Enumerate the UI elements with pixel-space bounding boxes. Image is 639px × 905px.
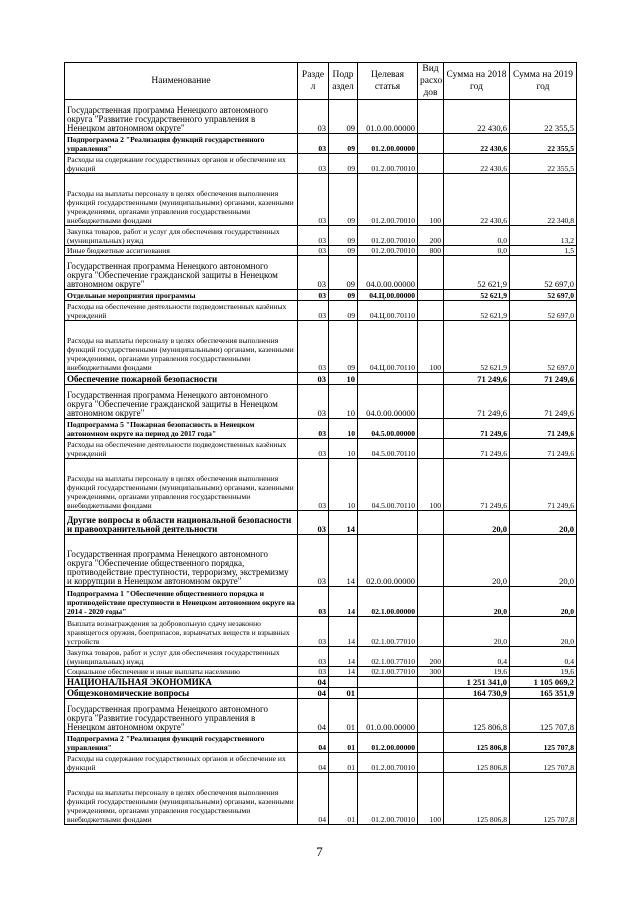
cell-sum-2019: 71 249,6: [510, 373, 577, 385]
cell-target: 04.5.00.00000: [358, 419, 418, 439]
cell-section: 03: [298, 290, 329, 301]
cell-target: 02.1.00.77010: [358, 647, 418, 667]
cell-subsection: 09: [329, 100, 358, 134]
cell-name: Подпрограмма 2 "Реализация функций государственного управления": [65, 733, 298, 753]
cell-sum-2019: 52 697,0: [510, 256, 577, 290]
cell-name: Закупка товаров, работ и услуг для обеспечения государственных (муниципальных) нужд: [65, 647, 298, 667]
table-row: [65, 154, 577, 174]
table-row: [65, 226, 577, 246]
cell-subsection: 14: [329, 647, 358, 667]
cell-sum-2019: 71 249,6: [510, 419, 577, 439]
cell-name: Закупка товаров, работ и услуг для обеспечения государственных (муниципальных) нужд: [65, 226, 298, 246]
table-row: [65, 100, 577, 134]
cell-name: Отдельные мероприятия программы: [65, 290, 298, 301]
cell-target: 01.2.00.70010: [358, 753, 418, 773]
header-target: Целевая статья: [358, 63, 418, 100]
cell-target: 01.2.00.70010: [358, 174, 418, 226]
cell-target: [358, 373, 418, 385]
table-row: [65, 617, 577, 647]
cell-subsection: 01: [329, 733, 358, 753]
budget-table: [64, 62, 577, 825]
cell-name: Общеэкономические вопросы: [65, 688, 298, 699]
cell-type: 100: [418, 321, 444, 373]
cell-section: 03: [298, 301, 329, 321]
cell-name: Государственная программа Ненецкого автономного округа "Обеспечение гражданской защиты в Ненецком автономном округе": [65, 385, 298, 419]
cell-target: 01.2.00.00000: [358, 134, 418, 154]
cell-target: 01.0.00.00000: [358, 699, 418, 733]
cell-section: 04: [298, 699, 329, 733]
cell-name: Государственная программа Ненецкого автономного округа "Обеспечение общественного порядка, противодействие преступности, терроризму, экстремизму и коррупции в Ненецком автономном округе": [65, 535, 298, 587]
cell-target: 01.0.00.00000: [358, 100, 418, 134]
cell-sum-2019: 20,0: [510, 535, 577, 587]
table-row: [65, 419, 577, 439]
cell-subsection: 14: [329, 511, 358, 535]
cell-section: 04: [298, 753, 329, 773]
cell-type: 200: [418, 226, 444, 246]
cell-section: 03: [298, 419, 329, 439]
cell-section: 03: [298, 667, 329, 677]
cell-name: Расходы на обеспечение деятельности подведомственных казённых учреждений: [65, 301, 298, 321]
cell-section: 03: [298, 134, 329, 154]
header-subsection: Подр аздел: [329, 63, 358, 100]
cell-section: 03: [298, 459, 329, 511]
table-row: [65, 290, 577, 301]
cell-target: 04.0.00.00000: [358, 256, 418, 290]
cell-subsection: 01: [329, 699, 358, 733]
cell-sum-2018: 0,0: [444, 246, 510, 256]
cell-sum-2018: 71 249,6: [444, 373, 510, 385]
cell-subsection: 10: [329, 373, 358, 385]
cell-type: 300: [418, 667, 444, 677]
cell-name: Обеспечение пожарной безопасности: [65, 373, 298, 385]
cell-sum-2019: 20,0: [510, 617, 577, 647]
table-row: [65, 301, 577, 321]
cell-sum-2019: 1 105 069,2: [510, 677, 577, 688]
table-row: [65, 373, 577, 385]
cell-sum-2018: 52 621,9: [444, 321, 510, 373]
cell-target: 04.Ц.00.70110: [358, 301, 418, 321]
header-type: Вид расхо дов: [418, 63, 444, 100]
cell-section: 03: [298, 439, 329, 459]
cell-target: 01.2.00.70010: [358, 226, 418, 246]
table-row: [65, 677, 577, 688]
cell-sum-2019: 20,0: [510, 587, 577, 617]
cell-sum-2018: 20,0: [444, 617, 510, 647]
cell-type: 100: [418, 174, 444, 226]
cell-section: 03: [298, 511, 329, 535]
table-body: [65, 100, 577, 825]
cell-section: 03: [298, 100, 329, 134]
table-row: [65, 733, 577, 753]
cell-type: [418, 511, 444, 535]
cell-subsection: 09: [329, 246, 358, 256]
cell-sum-2019: 125 707,8: [510, 773, 577, 825]
header-sum-2019: Сумма на 2019 год: [510, 63, 577, 100]
cell-name: Социальное обеспечение и иные выплаты населению: [65, 667, 298, 677]
cell-target: 04.Ц.00.70110: [358, 321, 418, 373]
cell-target: 02.1.00.77010: [358, 667, 418, 677]
cell-name: Расходы на обеспечение деятельности подведомственных казённых учреждений: [65, 439, 298, 459]
cell-sum-2019: 22 355,5: [510, 154, 577, 174]
cell-subsection: 10: [329, 439, 358, 459]
cell-type: [418, 688, 444, 699]
table-row: [65, 667, 577, 677]
cell-name: Другие вопросы в области национальной безопасности и правоохранительной деятельности: [65, 511, 298, 535]
cell-sum-2019: 22 355,5: [510, 134, 577, 154]
cell-section: 03: [298, 373, 329, 385]
cell-type: [418, 535, 444, 587]
cell-subsection: 14: [329, 535, 358, 587]
cell-subsection: 14: [329, 617, 358, 647]
cell-type: [418, 587, 444, 617]
table-header-row: [65, 63, 577, 100]
cell-sum-2019: 52 697,0: [510, 321, 577, 373]
cell-subsection: 09: [329, 174, 358, 226]
cell-type: [418, 154, 444, 174]
cell-target: 04.5.00.70110: [358, 459, 418, 511]
cell-target: 01.2.00.70010: [358, 773, 418, 825]
cell-sum-2018: 52 621,9: [444, 256, 510, 290]
cell-section: 03: [298, 617, 329, 647]
cell-subsection: 09: [329, 226, 358, 246]
cell-sum-2018: 125 806,8: [444, 733, 510, 753]
table-row: [65, 246, 577, 256]
cell-section: 04: [298, 733, 329, 753]
cell-type: [418, 677, 444, 688]
cell-sum-2019: 0,4: [510, 647, 577, 667]
cell-sum-2018: 20,0: [444, 587, 510, 617]
cell-target: 01.2.00.00000: [358, 733, 418, 753]
cell-type: [418, 134, 444, 154]
cell-subsection: 01: [329, 688, 358, 699]
cell-sum-2018: 0,0: [444, 226, 510, 246]
cell-section: 03: [298, 226, 329, 246]
header-section: Разде л: [298, 63, 329, 100]
cell-name: Выплата вознаграждения за добровольную сдачу незаконно хранящегося оружия, боеприпасов, взрывчатых веществ и взрывных устройств: [65, 617, 298, 647]
cell-subsection: 01: [329, 753, 358, 773]
cell-sum-2018: 164 730,9: [444, 688, 510, 699]
cell-target: 02.1.00.00000: [358, 587, 418, 617]
cell-section: 03: [298, 256, 329, 290]
table-row: [65, 587, 577, 617]
cell-sum-2019: 71 249,6: [510, 439, 577, 459]
table-row: [65, 385, 577, 419]
table-row: [65, 256, 577, 290]
cell-target: [358, 677, 418, 688]
cell-section: 03: [298, 154, 329, 174]
cell-sum-2019: 52 697,0: [510, 290, 577, 301]
cell-type: [418, 733, 444, 753]
cell-section: 03: [298, 535, 329, 587]
cell-type: [418, 301, 444, 321]
cell-sum-2018: 125 806,8: [444, 773, 510, 825]
cell-sum-2018: 52 621,9: [444, 290, 510, 301]
cell-name: Расходы на содержание государственных органов и обеспечение их функций: [65, 753, 298, 773]
cell-type: [418, 439, 444, 459]
cell-sum-2019: 22 340,8: [510, 174, 577, 226]
cell-name: Государственная программа Ненецкого автономного округа "Развитие государственного управления в Ненецком автономном округе": [65, 699, 298, 733]
cell-subsection: 14: [329, 667, 358, 677]
cell-section: 04: [298, 677, 329, 688]
cell-name: Расходы на выплаты персоналу в целях обеспечения выполнения функций государственными (муниципальными) органами, казенными учреждениями, органами управления государственными внебюджетными фондами: [65, 459, 298, 511]
cell-sum-2019: 125 707,8: [510, 753, 577, 773]
cell-sum-2018: 22 430,6: [444, 154, 510, 174]
cell-section: 03: [298, 246, 329, 256]
cell-type: [418, 753, 444, 773]
cell-subsection: 14: [329, 587, 358, 617]
table-row: [65, 459, 577, 511]
cell-sum-2018: 19,6: [444, 667, 510, 677]
cell-subsection: 09: [329, 256, 358, 290]
cell-sum-2018: 20,0: [444, 535, 510, 587]
cell-type: 100: [418, 773, 444, 825]
cell-target: [358, 511, 418, 535]
cell-subsection: 09: [329, 290, 358, 301]
cell-name: Расходы на выплаты персоналу в целях обеспечения выполнения функций государственными (муниципальными) органами, казенными учреждениями, органами управления государственными внебюджетными фондами: [65, 174, 298, 226]
cell-section: 03: [298, 174, 329, 226]
cell-subsection: 09: [329, 301, 358, 321]
cell-target: 02.0.00.00000: [358, 535, 418, 587]
table-row: [65, 321, 577, 373]
cell-section: 03: [298, 587, 329, 617]
table-row: [65, 439, 577, 459]
cell-sum-2019: 165 351,9: [510, 688, 577, 699]
cell-type: [418, 290, 444, 301]
cell-sum-2019: 125 707,8: [510, 733, 577, 753]
cell-sum-2018: 22 430,6: [444, 100, 510, 134]
cell-type: [418, 419, 444, 439]
cell-sum-2019: 71 249,6: [510, 385, 577, 419]
cell-name: Расходы на выплаты персоналу в целях обеспечения выполнения функций государственными (муниципальными) органами, казенными учреждениями, органами управления государственными внебюджетными фондами: [65, 321, 298, 373]
cell-section: 03: [298, 321, 329, 373]
cell-name: Расходы на содержание государственных органов и обеспечение их функций: [65, 154, 298, 174]
cell-target: [358, 688, 418, 699]
cell-subsection: [329, 677, 358, 688]
table-row: [65, 134, 577, 154]
cell-sum-2018: 125 806,8: [444, 699, 510, 733]
cell-target: 04.5.00.70110: [358, 439, 418, 459]
cell-sum-2018: 71 249,6: [444, 419, 510, 439]
header-name: Наименование: [65, 63, 298, 100]
cell-name: Подпрограмма 1 "Обеспечение общественного порядка и противодействие преступности в Ненецком автономном округе на 2014 - 2020 годы": [65, 587, 298, 617]
cell-section: 03: [298, 385, 329, 419]
cell-sum-2019: 71 249,6: [510, 459, 577, 511]
table-row: [65, 535, 577, 587]
cell-subsection: 10: [329, 385, 358, 419]
cell-target: 01.2.00.70010: [358, 246, 418, 256]
table-row: [65, 647, 577, 667]
cell-type: 200: [418, 647, 444, 667]
cell-name: Расходы на выплаты персоналу в целях обеспечения выполнения функций государственными (муниципальными) органами, казенными учреждениями, органами управления государственными внебюджетными фондами: [65, 773, 298, 825]
cell-type: 800: [418, 246, 444, 256]
cell-type: [418, 385, 444, 419]
cell-section: 03: [298, 647, 329, 667]
table-row: [65, 699, 577, 733]
cell-sum-2019: 1,5: [510, 246, 577, 256]
cell-name: Подпрограмма 2 "Реализация функций государственного управления": [65, 134, 298, 154]
cell-subsection: 01: [329, 773, 358, 825]
cell-sum-2019: 22 355,5: [510, 100, 577, 134]
cell-sum-2018: 125 806,8: [444, 753, 510, 773]
cell-sum-2018: 0,4: [444, 647, 510, 667]
cell-sum-2018: 52 621,9: [444, 301, 510, 321]
cell-sum-2019: 19,6: [510, 667, 577, 677]
cell-target: 02.1.00.77010: [358, 617, 418, 647]
cell-type: [418, 617, 444, 647]
cell-name: Государственная программа Ненецкого автономного округа "Обеспечение гражданской защиты в Ненецком автономном округе": [65, 256, 298, 290]
cell-sum-2018: 1 251 341,0: [444, 677, 510, 688]
cell-type: [418, 373, 444, 385]
cell-sum-2019: 52 697,0: [510, 301, 577, 321]
cell-subsection: 10: [329, 459, 358, 511]
cell-subsection: 10: [329, 419, 358, 439]
cell-type: [418, 100, 444, 134]
cell-type: 100: [418, 459, 444, 511]
cell-sum-2018: 20,0: [444, 511, 510, 535]
cell-sum-2018: 22 430,6: [444, 174, 510, 226]
cell-sum-2018: 71 249,6: [444, 459, 510, 511]
table-row: [65, 174, 577, 226]
cell-name: Иные бюджетные ассигнования: [65, 246, 298, 256]
cell-sum-2019: 20,0: [510, 511, 577, 535]
cell-subsection: 09: [329, 134, 358, 154]
page-number: 7: [316, 844, 323, 859]
table-row: [65, 773, 577, 825]
cell-section: 04: [298, 688, 329, 699]
cell-name: НАЦИОНАЛЬНАЯ ЭКОНОМИКА: [65, 677, 298, 688]
cell-subsection: 09: [329, 321, 358, 373]
cell-target: 01.2.00.70010: [358, 154, 418, 174]
header-sum-2018: Сумма на 2018 год: [444, 63, 510, 100]
cell-target: 04.Ц.00.00000: [358, 290, 418, 301]
table-row: [65, 688, 577, 699]
table-row: [65, 511, 577, 535]
cell-sum-2018: 71 249,6: [444, 439, 510, 459]
cell-sum-2018: 22 430,6: [444, 134, 510, 154]
cell-target: 04.0.00.00000: [358, 385, 418, 419]
cell-subsection: 09: [329, 154, 358, 174]
cell-type: [418, 699, 444, 733]
cell-name: Подпрограмма 5 "Пожарная безопасность в Ненецком автономном округе на период до 2017 года": [65, 419, 298, 439]
table-row: [65, 753, 577, 773]
cell-name: Государственная программа Ненецкого автономного округа "Развитие государственного управления в Ненецком автономном округе": [65, 100, 298, 134]
cell-sum-2019: 125 707,8: [510, 699, 577, 733]
cell-sum-2019: 13,2: [510, 226, 577, 246]
cell-section: 04: [298, 773, 329, 825]
cell-sum-2018: 71 249,6: [444, 385, 510, 419]
cell-type: [418, 256, 444, 290]
